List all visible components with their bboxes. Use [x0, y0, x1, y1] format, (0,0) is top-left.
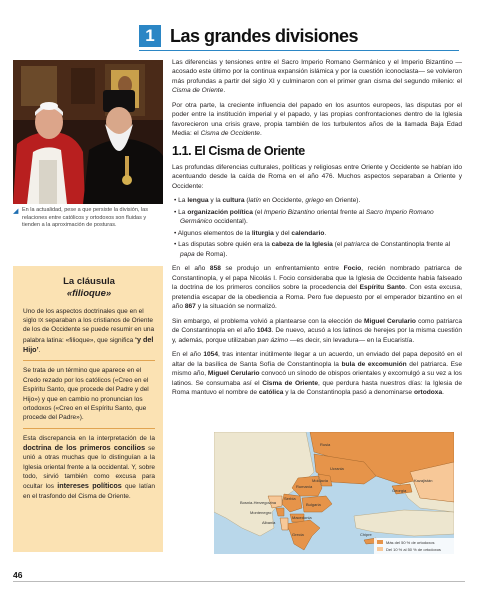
paragraph-1054 [172, 350, 462, 397]
text-bold: lengua [187, 197, 209, 205]
map-label: Ucrania [330, 466, 344, 471]
text-bold: Miguel Cerulario [207, 370, 260, 378]
text: Uno de los aspectos doctrinales que en el siglo [23, 307, 144, 325]
region-albania [280, 518, 288, 530]
list-item: • Algunos elementos de la liturgia y del calendario. [174, 229, 327, 237]
text: La [178, 197, 188, 205]
text: En el año [172, 265, 210, 273]
text-bold: organización política [187, 208, 253, 216]
legend-swatch-minority [377, 547, 383, 551]
text-bold: 1043 [256, 327, 272, 335]
text-bold: Espíritu Santo [359, 284, 406, 292]
text: y la situación se normalizó. [195, 303, 277, 311]
map-label: Moldavia [312, 478, 329, 483]
intro-paragraph-1 [172, 58, 462, 96]
paragraph-858 [172, 264, 462, 311]
legend-label-majority: Más del 50 % de ortodoxos [386, 540, 435, 545]
text-bold: calendario [291, 229, 325, 237]
sidebar-divider [23, 360, 155, 361]
text-italic: Sacro Imperio Romano Germánico [180, 208, 434, 226]
text-bold: católica [258, 389, 284, 397]
map-label: Georgia [392, 488, 407, 493]
photo-religious-leaders [13, 60, 163, 204]
text: Por otra parte, la creciente influencia del papado en los asuntos europeos, las disputas por el poder entre la institución imperial y el papado, y las propias confrontaciones dentro de la Iglesia favorecieron una crisis grave, propia también de los turbulentos años de la llamada Baja Edad Media: el [172, 101, 462, 138]
text-bold: Focio [343, 265, 362, 273]
map-label: Albania [262, 520, 276, 525]
map-label: Rusia [320, 442, 331, 447]
map-label: Montenegro [250, 510, 272, 515]
photo-caption [13, 207, 163, 230]
map-label: Bulgaria [306, 502, 321, 507]
text: oriental frente al [314, 208, 366, 216]
text: . Con esta excusa, pretendía escapar de la obediencia a Roma. Pero fue depuesto por el emperador bizantino en el año [172, 284, 462, 311]
text: . [259, 130, 262, 138]
sidebar-paragraph-3 [23, 434, 155, 502]
text: . De nuevo, acusó a los latinos de herejes por la misma cuestión y, además, porque utilizaban [172, 327, 463, 344]
text: En el año [172, 351, 204, 359]
map-label: Rumanía [296, 484, 313, 489]
paragraph-1043 [172, 317, 462, 345]
intro-paragraph-2 [172, 101, 462, 139]
text-italic: Cisma de Occidente [200, 130, 260, 138]
page-title: Las grandes divisiones [170, 26, 359, 46]
text: de Roma). [194, 250, 228, 258]
text-italic: latín [248, 197, 261, 205]
text: . [223, 87, 226, 95]
legend-swatch-majority [377, 540, 383, 544]
text-bold: liturgia [251, 229, 274, 237]
text-bold: 867 [184, 303, 196, 311]
text-italic: Cisma de Oriente [172, 87, 224, 95]
footer-rule [13, 581, 465, 582]
text: . [38, 347, 41, 355]
sidebar-title-line-2: «filioque» [66, 288, 112, 300]
text: Las diferencias y tensiones entre el Sacro Imperio Romano Germánico y el Imperio Bizantino —acosado este último por la continua expansión islámica y por la cuestión iconoclasta— se volvieron más profundas a partir del siglo XI y culminaron con el primer gran cisma del segundo milenio: el [172, 59, 462, 85]
text: y del [273, 229, 292, 237]
text-italic: griego [305, 197, 324, 205]
text: (el [252, 208, 264, 216]
text-bold: ‘y del Hijo’ [23, 334, 154, 355]
differences-list [172, 196, 462, 259]
map-label: Kazajistán [414, 478, 433, 483]
text-bold: cultura [222, 197, 245, 205]
text: , que perdura hasta nuestros días: la Iglesia de Roma mantuvo el nombre de [172, 379, 462, 397]
section-heading: 1.1. El Cisma de Oriente [172, 143, 305, 158]
text: , tras intentar inútilmente llegar a un acuerdo, un enviado del papa depositó en el altar de la basílica de Santa Sofía de Constantinopla la [172, 351, 463, 368]
text: y la de Constantinopla pasó a denominarse [283, 389, 414, 397]
text-bold: ortodoxa [413, 389, 443, 397]
map-label: Grecia [292, 532, 304, 537]
text: del patriarca. Ese mismo año, [172, 360, 463, 378]
text: Algunos elementos de la [177, 229, 252, 237]
map-label: Serbia [284, 496, 296, 501]
text: y la [208, 197, 223, 205]
text-bold: doctrina de los primeros concilios [23, 443, 146, 452]
text: ( [244, 197, 249, 205]
text-bold: cabeza de la Iglesia [271, 241, 333, 249]
sidebar-title-line-1: La cláusula [63, 276, 115, 287]
text-bold: 1054 [203, 351, 218, 359]
list-item: • La organización política (el Imperio Bizantino oriental frente al Sacro Imperio Romano Germánico occidental). [174, 208, 434, 226]
sidebar-filioque [13, 266, 163, 552]
text: en Occidente, [260, 197, 306, 205]
text-bold: bula de excomunión [341, 360, 407, 368]
text: . [324, 229, 327, 237]
text-bold: 858 [209, 265, 221, 273]
text: IX [38, 318, 44, 325]
text: —es decir, sin levadura— en la Eucaristía. [288, 336, 415, 344]
map-drawing [214, 432, 454, 554]
map-label: Macedonia [292, 515, 312, 520]
text: . [442, 389, 444, 397]
caption-text: En la actualidad, pese a que persiste la división, las relaciones entre católicos y ortodoxos son fluidas y tienden a la aproximación de posturas. [22, 207, 148, 229]
sidebar-title [23, 276, 155, 301]
sidebar-divider [23, 428, 155, 429]
text: se produjo un enfrentamiento entre [220, 265, 344, 273]
text: (el [332, 241, 344, 249]
photo-illustration [13, 60, 163, 204]
text-italic: patriarca [343, 241, 370, 249]
text-italic: papa [180, 250, 195, 258]
text: occidental). [212, 218, 248, 226]
text: separaban a los cristianos de Oriente de los de Occidente se puede resumir en una palabra latina: «filioque», que significa [23, 317, 155, 344]
main-column [172, 58, 462, 403]
section-paragraph: Las profundas diferencias culturales, políticas y religiosas entre Oriente y Occidente se habían ido acentuando desde la caída de Roma en el año 476. Muchos aspectos separaban a Oriente y Occidente: [172, 163, 462, 190]
text: en Oriente). [323, 197, 361, 205]
page-number: 46 [13, 570, 23, 580]
orthodox-map [214, 432, 454, 554]
text: convocó un sínodo de obispos orientales y excomulgó a su vez a los latinos. Se consumaba así el [172, 370, 462, 387]
text: como patriarca de Constantinopla en el año [172, 317, 462, 335]
text: Sin embargo, el problema volvió a plantearse con la elección de [172, 317, 364, 325]
region-montenegro [276, 508, 284, 516]
arrow-icon: ◢ [13, 208, 19, 215]
text: de Constantinopla frente al [369, 241, 451, 249]
sidebar-paragraph-1 [23, 307, 155, 356]
chapter-number: 1 [139, 25, 161, 47]
title-rule [139, 50, 459, 51]
text-italic: Imperio Bizantino [263, 208, 315, 216]
text-italic: pan ázimo [257, 336, 289, 344]
sidebar-paragraph-2: Se trata de un término que aparece en el Credo rezado por los católicos («Creo en el Espíritu Santo, que procede del Padre y del Hijo») y que en cambio no pronuncian los ortodoxos («Creo en el Espíritu Santo, que procede del Padre»). [23, 367, 149, 422]
list-item: • Las disputas sobre quién era la cabeza de la Iglesia (el patriarca de Constantinopla frente al papa de Roma). [174, 241, 451, 258]
text: Las disputas sobre quién era la [178, 241, 272, 249]
text: La [178, 208, 188, 216]
text-bold: Cisma de Oriente [262, 379, 319, 387]
text-bold: Miguel Cerulario [364, 317, 416, 325]
text: que latían en el trasfondo del Cisma de Oriente. [23, 483, 155, 500]
list-item: • La lengua y la cultura (latín en Occidente, griego en Oriente). [174, 197, 361, 205]
legend-label-minority: Del 10 % al 50 % de ortodoxos [386, 547, 441, 552]
text: Esta discrepancia en la interpretación de la [23, 434, 155, 442]
map-label: Bosnia-Herzegovina [240, 500, 277, 505]
text: , recién nombrado patriarca de Constantinopla, y el papa Nicolás I. Focio consideraba que la Iglesia de Occidente había falseado la doctrina de los primeros concilios sobre la procedencia del [172, 265, 462, 292]
map-label: Chipre [360, 532, 372, 537]
text-bold: intereses políticos [57, 481, 122, 491]
text: se unió a otras muchas que lo distinguían a la Iglesia oriental frente a la occidental. Y, sobre todo, sirvió también como excusa para ocultar los [23, 445, 155, 491]
